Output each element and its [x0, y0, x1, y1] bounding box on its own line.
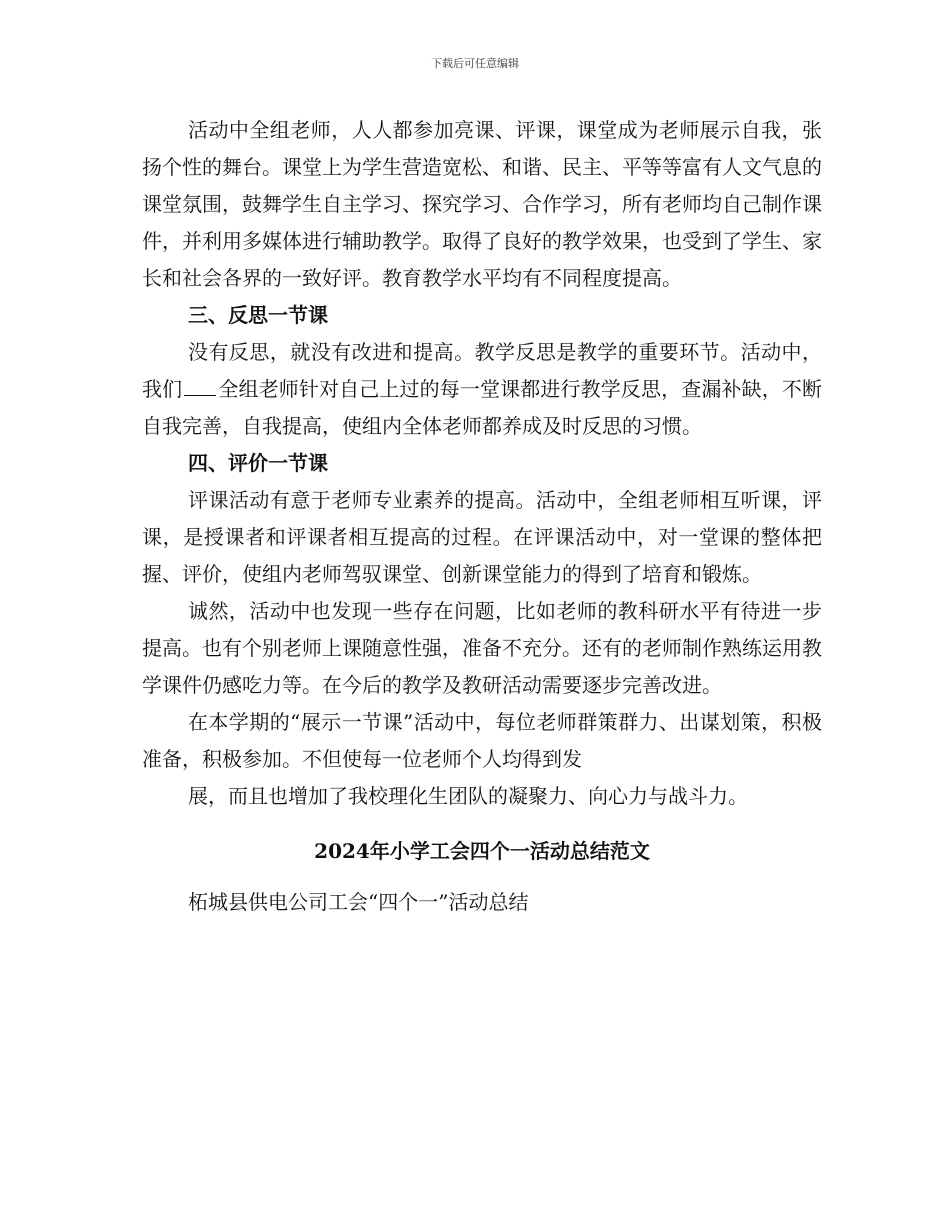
section-heading-reflection: 三、反思一节课 — [188, 303, 328, 327]
document-title: 2024年小学工会四个一活动总结范文 — [314, 839, 650, 863]
paragraph-reflection — [142, 334, 822, 445]
paragraph-showcase-continued: 展，而且也增加了我校理化生团队的凝聚力、向心力与战斗力。 — [188, 784, 748, 808]
paragraph-problems: 诚然，活动中也发现一些存在问题，比如老师的教科研水平有待进一步提高。也有个别老师上课随意性强，准备不充分。还有的老师制作熟练运用教学课件仍感吃力等。在今后的教学及教研活动需要逐步完善改进。 — [142, 599, 822, 697]
paragraph-showcase: 在本学期的“展示一节课”活动中，每位老师群策群力、出谋划策，积极准备，积极参加。不但使每一位老师个人均得到发 — [142, 710, 822, 771]
paragraph-reflection-part1: 没有反思，就没有改进和提高。教学反思是教学的重要环节。活动中，我们 — [142, 340, 822, 401]
paragraph-reflection-part2: 全组老师针对自己上过的每一堂课都进行教学反思，查漏补缺，不断自我完善，自我提高，使组内全体老师都养成及时反思的习惯。 — [142, 377, 822, 438]
paragraph-subtitle: 柘城县供电公司工会“四个一”活动总结 — [188, 890, 529, 914]
page-header: 下载后可任意编辑 — [431, 57, 519, 70]
paragraph-evaluation: 评课活动有意于老师专业素养的提高。活动中，全组老师相互听课，评课，是授课者和评课者相互提高的过程。在评课活动中，对一堂课的整体把握、评价，使组内老师驾驭课堂、创新课堂能力的得到了培育和锻炼。 — [142, 488, 822, 586]
document-body — [142, 112, 822, 921]
section-heading-evaluation: 四、评价一节课 — [188, 451, 328, 475]
paragraph-activity: 活动中全组老师，人人都参加亮课、评课，课堂成为老师展示自我，张扬个性的舞台。课堂上为学生营造宽松、和谐、民主、平等等富有人文气息的课堂氛围，鼓舞学生自主学习、探究学习、合作学习，所有老师均自己制作课件，并利用多媒体进行辅助教学。取得了良好的教学效果，也受到了学生、家长和社会各界的一致好评。教育教学水平均有不同程度提高。 — [142, 118, 822, 290]
blank-underline — [184, 377, 216, 396]
